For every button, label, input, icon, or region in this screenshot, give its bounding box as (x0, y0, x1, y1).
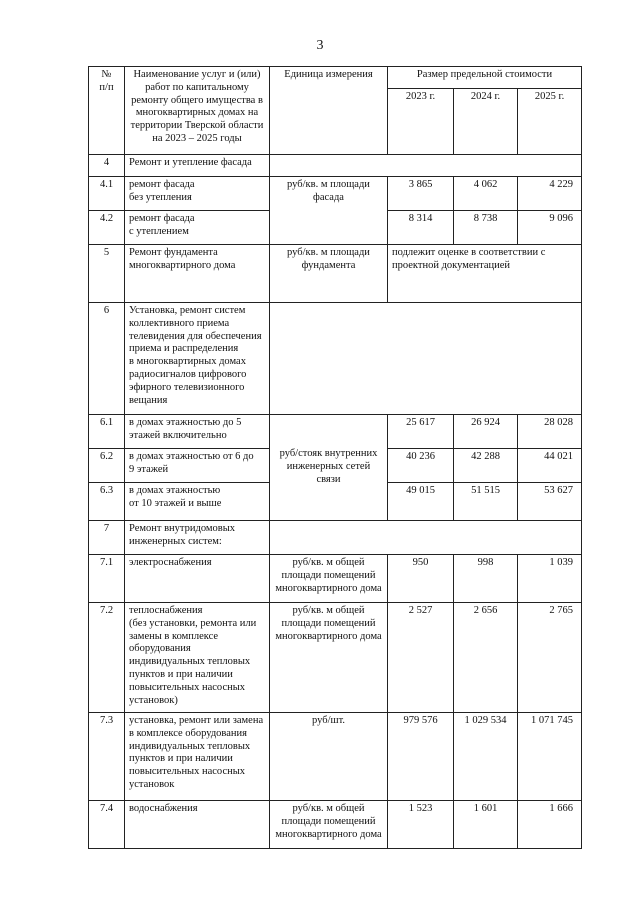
row-name: Ремонт фундамента многоквартирного дома (125, 245, 270, 303)
row-num: 6.3 (89, 483, 125, 521)
value-2023: 979 576 (388, 713, 454, 801)
row-unit: руб/кв. м общей площади помещений многоквартирного дома (270, 555, 388, 603)
value-2025: 2 765 (518, 603, 582, 713)
value-2024: 998 (454, 555, 518, 603)
value-2025: 1 666 (518, 801, 582, 849)
row-name: в домах этажностью до 5 этажей включительно (125, 415, 270, 449)
table-row (89, 603, 582, 713)
row-name: Ремонт внутридомовых инженерных систем: (125, 521, 270, 555)
row-name: ремонт фасада без утепления (125, 177, 270, 211)
value-2024: 1 029 534 (454, 713, 518, 801)
row-name: ремонт фасада с утеплением (125, 211, 270, 245)
header-name: Наименование услуг и (или) работ по капитальному ремонту общего имущества в многоквартирных домах на территории Тверской области на 2023 – 2025 годы (125, 67, 270, 155)
header-2025: 2025 г. (518, 89, 582, 155)
table-row (89, 521, 582, 555)
row-num: 7 (89, 521, 125, 555)
value-2025: 1 039 (518, 555, 582, 603)
value-2023: 40 236 (388, 449, 454, 483)
row-unit: руб/стояк внутренних инженерных сетей связи (270, 415, 388, 521)
value-2024: 1 601 (454, 801, 518, 849)
header-cost: Размер предельной стоимости (388, 67, 582, 89)
table-row (89, 801, 582, 849)
table-row (89, 177, 582, 211)
header-2024: 2024 г. (454, 89, 518, 155)
header-num: № п/п (89, 67, 125, 155)
row-num: 7.3 (89, 713, 125, 801)
row-name: Установка, ремонт систем коллективного приема телевидения для обеспечения приема и распределения в многоквартирных домах радиосигналов цифрового эфирного телевизионного вещания (125, 303, 270, 415)
empty-cell (270, 155, 582, 177)
row-num: 5 (89, 245, 125, 303)
row-name: водоснабжения (125, 801, 270, 849)
row-num: 7.2 (89, 603, 125, 713)
row-num: 4.2 (89, 211, 125, 245)
table-row (89, 155, 582, 177)
row-num: 4 (89, 155, 125, 177)
empty-cell (270, 521, 582, 555)
header-unit: Единица измерения (270, 67, 388, 155)
row-num: 6.2 (89, 449, 125, 483)
empty-cell (270, 303, 582, 415)
header-2023: 2023 г. (388, 89, 454, 155)
value-2025: 4 229 (518, 177, 582, 211)
value-2024: 8 738 (454, 211, 518, 245)
row-num: 7.1 (89, 555, 125, 603)
value-2023: 950 (388, 555, 454, 603)
row-unit: руб/кв. м общей площади помещений многоквартирного дома (270, 801, 388, 849)
row-num: 4.1 (89, 177, 125, 211)
row-unit: руб/шт. (270, 713, 388, 801)
value-2025: 28 028 (518, 415, 582, 449)
value-2023: 25 617 (388, 415, 454, 449)
value-2024: 2 656 (454, 603, 518, 713)
row-unit: руб/кв. м площади фундамента (270, 245, 388, 303)
row-name: в домах этажностью от 6 до 9 этажей (125, 449, 270, 483)
value-2024: 51 515 (454, 483, 518, 521)
row-note: подлежит оценке в соответствии с проектной документацией (388, 245, 582, 303)
table-row (89, 303, 582, 415)
value-2023: 2 527 (388, 603, 454, 713)
table-row (89, 713, 582, 801)
row-unit: руб/кв. м площади фасада (270, 177, 388, 245)
value-2025: 44 021 (518, 449, 582, 483)
table-row (89, 245, 582, 303)
row-name: в домах этажностью от 10 этажей и выше (125, 483, 270, 521)
value-2025: 53 627 (518, 483, 582, 521)
value-2024: 4 062 (454, 177, 518, 211)
cost-table (88, 66, 582, 849)
table-row (89, 415, 582, 449)
page-number: 3 (316, 38, 324, 53)
value-2025: 9 096 (518, 211, 582, 245)
row-num: 6 (89, 303, 125, 415)
value-2024: 26 924 (454, 415, 518, 449)
row-num: 6.1 (89, 415, 125, 449)
value-2024: 42 288 (454, 449, 518, 483)
value-2023: 1 523 (388, 801, 454, 849)
row-name: теплоснабжения (без установки, ремонта или замены в комплексе оборудования индивидуальных тепловых пунктов и при наличии повысительных насосных установок) (125, 603, 270, 713)
value-2025: 1 071 745 (518, 713, 582, 801)
value-2023: 8 314 (388, 211, 454, 245)
row-name: Ремонт и утепление фасада (125, 155, 270, 177)
row-unit: руб/кв. м общей площади помещений многоквартирного дома (270, 603, 388, 713)
table-row (89, 555, 582, 603)
row-num: 7.4 (89, 801, 125, 849)
row-name: электроснабжения (125, 555, 270, 603)
value-2023: 3 865 (388, 177, 454, 211)
value-2023: 49 015 (388, 483, 454, 521)
row-name: установка, ремонт или замена в комплексе оборудования индивидуальных тепловых пунктов и при наличии повысительных насосных установок (125, 713, 270, 801)
